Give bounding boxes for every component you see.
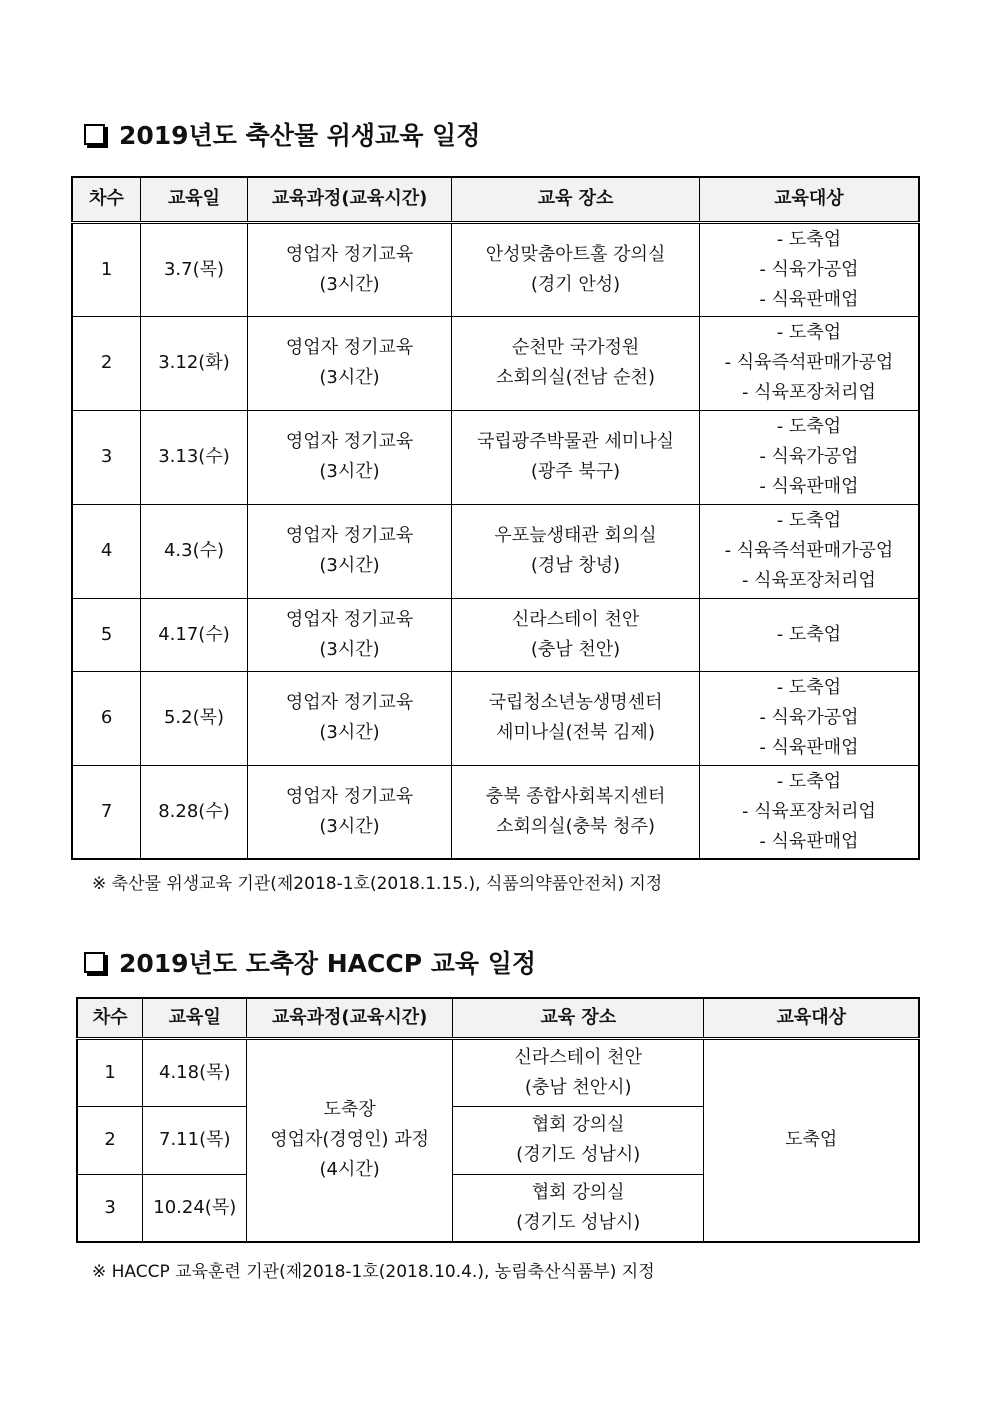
place-line: 순천만 국가정원 xyxy=(511,337,640,358)
target-line: - 식육가공업 xyxy=(759,258,859,280)
place-cell xyxy=(452,765,700,859)
course-cell xyxy=(247,316,451,410)
course-line: (3시간) xyxy=(319,555,380,576)
target-line: - 식육판매업 xyxy=(759,830,859,852)
education-date: 4.3(수) xyxy=(141,504,248,598)
target-line: - 식육판매업 xyxy=(759,288,859,310)
course-cell xyxy=(247,1038,453,1242)
course-cell xyxy=(247,671,451,765)
row-number: 2 xyxy=(72,316,141,410)
target-cell: 도축업 xyxy=(704,1038,919,1242)
section1-title-text: 2019년도 축산물 위생교육 일정 xyxy=(119,121,481,150)
course-line: 영업자 정기교육 xyxy=(285,431,414,452)
target-line: - 식육가공업 xyxy=(759,446,859,467)
place-line: 신라스테이 천안 xyxy=(511,608,640,630)
header-place: 교육 장소 xyxy=(452,177,700,222)
haccp-education-table xyxy=(76,997,920,1243)
row-number: 5 xyxy=(72,598,141,671)
header-no: 차수 xyxy=(77,998,143,1038)
header-date: 교육일 xyxy=(141,177,248,222)
target-line: - 도축업 xyxy=(776,416,842,437)
row-number: 4 xyxy=(72,504,141,598)
target-line: - 식육즉석판매가공업 xyxy=(724,352,894,373)
place-line: 소회의실(전남 순천) xyxy=(496,367,655,388)
target-line: - 식육포장처리업 xyxy=(741,382,876,403)
education-date: 10.24(목) xyxy=(143,1174,247,1242)
course-line: 영업자(경영인) 과정 xyxy=(270,1129,430,1151)
sanitation-education-table xyxy=(71,176,920,860)
place-line: 충북 종합사회복지센터 xyxy=(485,785,666,807)
place-line: 소회의실(충북 청주) xyxy=(496,815,655,837)
target-line: - 식육판매업 xyxy=(759,476,859,497)
course-cell xyxy=(247,410,451,504)
target-line: - 도축업 xyxy=(776,770,842,792)
course-line: (3시간) xyxy=(319,367,380,388)
place-line: (충남 천안시) xyxy=(524,1076,632,1098)
course-cell xyxy=(247,765,451,859)
section1-note: ※ 축산물 위생교육 기관(제2018-1호(2018.1.15.), 식품의약품안전처) 지정 xyxy=(92,874,663,894)
course-line: 영업자 정기교육 xyxy=(285,608,414,630)
place-line: 국립청소년농생명센터 xyxy=(488,692,663,713)
course-cell xyxy=(247,504,451,598)
table-header-row xyxy=(77,998,919,1038)
table-row xyxy=(72,316,919,410)
place-line: (충남 천안) xyxy=(530,638,621,660)
table-row xyxy=(72,598,919,671)
target-cell xyxy=(699,765,919,859)
place-cell xyxy=(452,504,700,598)
place-line: (경기도 성남시) xyxy=(516,1211,641,1233)
header-course: 교육과정(교육시간) xyxy=(247,177,451,222)
row-number: 3 xyxy=(72,410,141,504)
target-cell xyxy=(699,598,919,671)
target-line: - 식육포장처리업 xyxy=(741,800,876,822)
section2-title xyxy=(84,944,536,980)
target-line: - 식육판매업 xyxy=(759,737,859,758)
header-target: 교육대상 xyxy=(704,998,919,1038)
target-line: - 도축업 xyxy=(776,322,842,343)
place-line: (경남 창녕) xyxy=(530,555,621,576)
table-row xyxy=(77,1038,919,1106)
course-line: (3시간) xyxy=(319,722,380,743)
place-cell xyxy=(452,316,700,410)
place-line: 안성맞춤아트홀 강의실 xyxy=(485,243,666,265)
checkbox-square-icon xyxy=(84,952,105,973)
place-cell xyxy=(453,1038,704,1106)
target-line: - 도축업 xyxy=(776,228,842,250)
target-line: - 도축업 xyxy=(776,623,842,645)
section1-title xyxy=(84,116,480,152)
course-line: 영업자 정기교육 xyxy=(285,337,414,358)
course-line: 영업자 정기교육 xyxy=(285,525,414,546)
target-cell xyxy=(699,410,919,504)
header-course: 교육과정(교육시간) xyxy=(247,998,453,1038)
course-line: (4시간) xyxy=(319,1159,380,1181)
place-line: (경기 안성) xyxy=(530,273,621,295)
course-line: (3시간) xyxy=(319,638,380,660)
table-row xyxy=(72,765,919,859)
target-cell xyxy=(699,504,919,598)
education-date: 4.18(목) xyxy=(143,1038,247,1106)
table-row xyxy=(72,410,919,504)
place-line: (경기도 성남시) xyxy=(516,1144,641,1165)
education-date: 7.11(목) xyxy=(143,1106,247,1174)
course-line: 도축장 xyxy=(323,1099,376,1121)
place-cell xyxy=(453,1174,704,1242)
target-line: - 식육즉석판매가공업 xyxy=(724,540,894,561)
target-line: - 식육가공업 xyxy=(759,707,859,728)
place-cell xyxy=(452,222,700,316)
target-cell xyxy=(699,316,919,410)
table-row xyxy=(72,504,919,598)
course-line: (3시간) xyxy=(319,815,380,837)
row-number: 3 xyxy=(77,1174,143,1242)
row-number: 6 xyxy=(72,671,141,765)
place-line: 우포늪생태관 회의실 xyxy=(494,525,657,546)
course-line: (3시간) xyxy=(319,461,380,482)
place-line: 국립광주박물관 세미나실 xyxy=(477,431,675,452)
row-number: 2 xyxy=(77,1106,143,1174)
target-cell xyxy=(699,222,919,316)
target-line: - 도축업 xyxy=(776,510,842,531)
place-cell xyxy=(453,1106,704,1174)
education-date: 3.7(목) xyxy=(141,222,248,316)
header-place: 교육 장소 xyxy=(453,998,704,1038)
place-line: 신라스테이 천안 xyxy=(514,1046,642,1068)
row-number: 7 xyxy=(72,765,141,859)
target-line: - 도축업 xyxy=(776,677,842,698)
section2-title-text: 2019년도 도축장 HACCP 교육 일정 xyxy=(119,949,537,978)
education-date: 5.2(목) xyxy=(141,671,248,765)
course-cell xyxy=(247,598,451,671)
place-cell xyxy=(452,410,700,504)
education-date: 8.28(수) xyxy=(141,765,248,859)
header-target: 교육대상 xyxy=(699,177,919,222)
place-line: 세미나실(전북 김제) xyxy=(496,722,655,743)
table-header-row xyxy=(72,177,919,222)
header-no: 차수 xyxy=(72,177,141,222)
course-cell xyxy=(247,222,451,316)
checkbox-square-icon xyxy=(84,124,105,145)
course-line: 영업자 정기교육 xyxy=(285,692,414,713)
education-date: 3.12(화) xyxy=(141,316,248,410)
education-date: 3.13(수) xyxy=(141,410,248,504)
course-line: 영업자 정기교육 xyxy=(285,243,414,265)
place-cell xyxy=(452,671,700,765)
education-date: 4.17(수) xyxy=(141,598,248,671)
row-number: 1 xyxy=(72,222,141,316)
place-line: 협회 강의실 xyxy=(531,1114,625,1135)
header-date: 교육일 xyxy=(143,998,247,1038)
section2-note: ※ HACCP 교육훈련 기관(제2018-1호(2018.10.4.), 농림축산식품부) 지정 xyxy=(92,1262,655,1282)
table-row xyxy=(72,222,919,316)
table-row xyxy=(72,671,919,765)
place-line: 협회 강의실 xyxy=(531,1181,625,1203)
target-line: - 식육포장처리업 xyxy=(741,570,876,591)
place-line: (광주 북구) xyxy=(530,461,621,482)
place-cell xyxy=(452,598,700,671)
target-cell xyxy=(699,671,919,765)
row-number: 1 xyxy=(77,1038,143,1106)
course-line: (3시간) xyxy=(319,273,380,295)
course-line: 영업자 정기교육 xyxy=(285,785,414,807)
